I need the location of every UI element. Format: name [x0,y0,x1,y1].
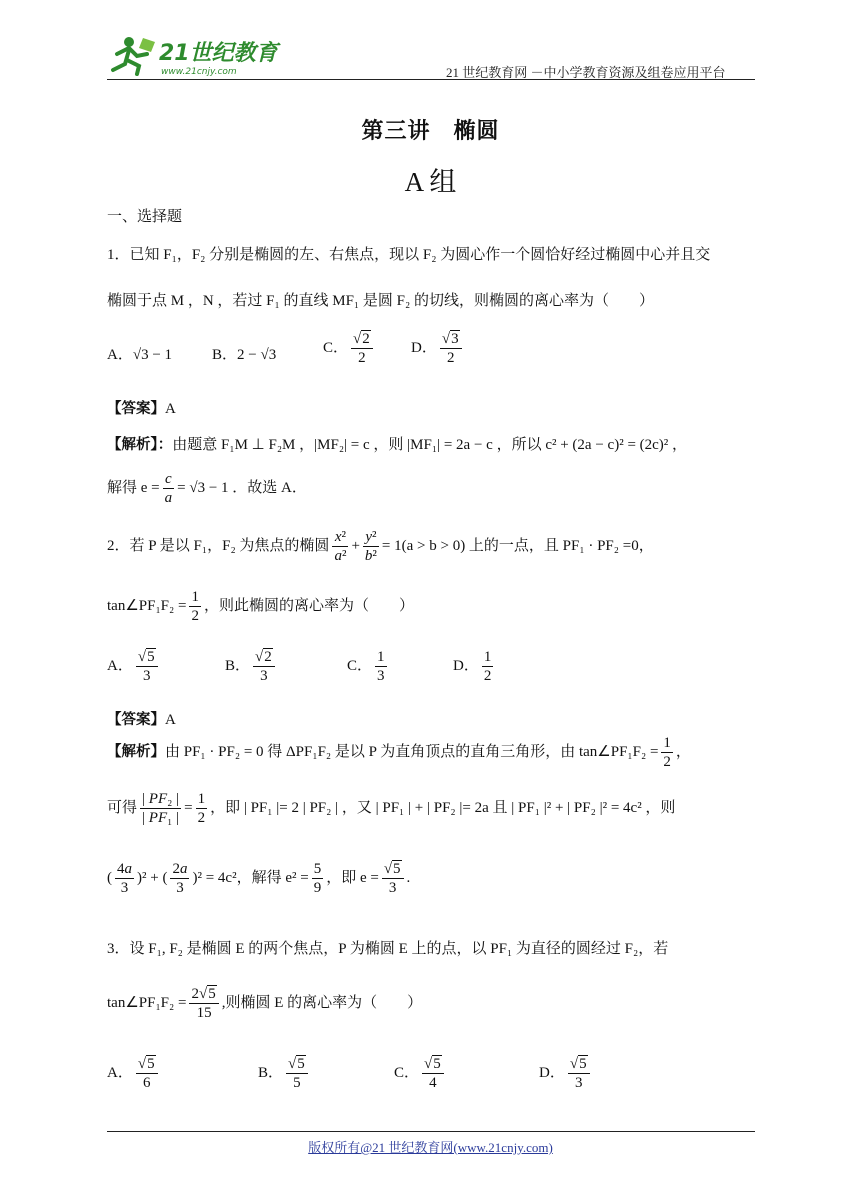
q2-analysis-line2: 可得 $\frac{\text{| PF₂ |}}{\text{| PF₁ |}}$ = $\frac{1}{2}$ ，即 | PF₁ |= 2 | PF₂ | ，又 | PF₁ | + | PF₂ |= 2a 且 | PF₁ |² + | PF₂ |² = 4c² ，则 [107,791,676,826]
header-divider [107,79,755,80]
q2-option-a: A． $\frac{√5}{3}$ [107,648,161,685]
q3-line2: tan∠PF₁F₂ = $\frac{2√5}{15}$ ,则椭圆 E 的离心率为（ ） [107,986,423,1021]
q3-option-c: C． $\frac{√5}{4}$ [394,1055,447,1092]
q1-line2: 椭圆于点 M ，N ，若过 F₁ 的直线 MF₁ 是圆 F₂ 的切线，则椭圆的离心率为（ ） [107,293,654,309]
q3-option-a: A． $\frac{√5}{6}$ [107,1055,161,1092]
q1-analysis-line2: 解得 e = $\frac{c}{a}$ = √3 − 1 ．故选 A． [107,471,307,506]
q2-option-d: D． $\frac{1}{2}$ [453,649,492,684]
q3-option-b: B． $\frac{√5}{5}$ [258,1055,311,1092]
q1-line1: 1．已知 F₁，F₂ 分别是椭圆的左、右焦点，现以 F₂ 为圆心作一个圆恰好经过椭圆中心并且交 [107,247,711,263]
footer-divider [107,1131,755,1132]
footer-copyright-link[interactable]: 版权所有@21 世纪教育网(www.21cnjy.com) [308,1140,553,1155]
q2-analysis-line1: 【解析】由 PF₁ · PF₂ = 0 得 ΔPF₁F₂ 是以 P 为直角顶点的直角三角形，由 tan∠PF₁F₂ = $\frac{1}{2}$ ， [107,735,691,770]
logo-wordmark: 21世纪教育 [159,41,278,66]
q3-option-d: D． $\frac{√5}{3}$ [539,1055,593,1092]
q2-answer: 【答案】A [107,712,176,728]
site-logo [107,32,287,78]
q2-line1: 2．若 P 是以 F₁，F₂ 为焦点的椭圆 $\frac{\text{x²}}{\text{a²}}$ + $\frac{\text{y²}}{\text{b²}}$ = 1(a > b > 0) 上的一点，且 PF₁ · PF₂ =0， [107,529,654,564]
q1-option-d: D． $\frac{√3}{2}$ [411,330,465,367]
q1-answer: 【答案】A [107,401,176,417]
q1-option-a: A．√3 − 1 [107,347,173,363]
header-site-text: 21 世纪教育网 －中小学教育资源及组卷应用平台 [446,65,726,80]
q1-analysis-line1: 【解析】：由题意 F₁M ⊥ F₂M ，|MF₂| = c ，则 |MF₁| = 2a − c ，所以 c² + (2a − c)² = (2c)² ， [107,437,688,453]
q3-line1: 3．设 F₁, F₂ 是椭圆 E 的两个焦点，P 为椭圆 E 上的点，以 PF₁ 为直径的圆经过 F₂，若 [107,941,669,957]
q2-option-c: C． $\frac{1}{3}$ [347,649,385,684]
q2-analysis-line3: ( $\frac{4a}{3}$ )² + ( $\frac{2a}{3}$ )² = 4c²，解得 e² = $\frac{5}{9}$ ，即 e = $\frac{√5}{3}$ . [107,861,411,896]
q2-line2: tan∠PF₁F₂ = $\frac{1}{2}$ ，则此椭圆的离心率为（ ） [107,589,414,624]
q1-option-c: C． $\frac{√2}{2}$ [323,330,376,367]
section-heading: 一、选择题 [107,209,183,225]
q2-option-b: B． $\frac{√2}{3}$ [225,648,278,685]
logo-url: www.21cnjy.com [161,67,237,77]
page-title: 第三讲 椭圆 [361,119,500,144]
q1-option-b: B．2 − √3 [212,347,277,363]
runner-icon [113,37,155,74]
page-subtitle: A 组 [404,167,457,197]
